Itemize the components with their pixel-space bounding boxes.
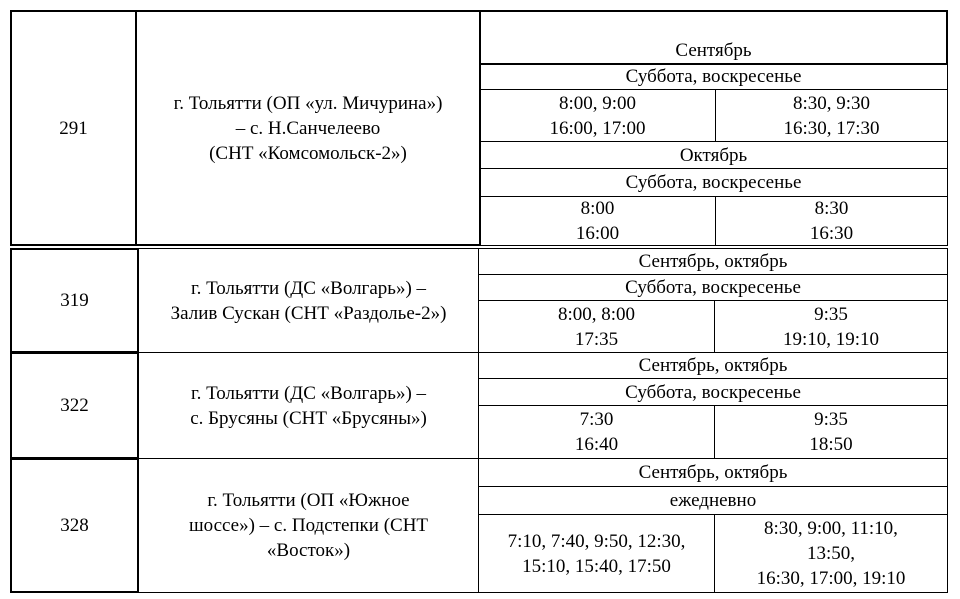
route-name: г. Тольятти (ДС «Волгарь») – Залив Сускан (СНТ «Раздолье-2») (170, 277, 447, 324)
route-number-cell (10, 352, 139, 459)
days-cell (478, 486, 948, 515)
times-cell-a (479, 89, 716, 142)
month-label: Сентябрь, октябрь (638, 251, 788, 272)
times-a: 8:00, 8:00 17:35 (557, 303, 636, 350)
times-cell-a (479, 196, 716, 246)
days-cell (478, 274, 948, 301)
route-name: г. Тольятти (ОП «Южное шоссе») – с. Подстепки (СНТ «Восток») (188, 490, 429, 561)
times-cell-a (478, 405, 715, 459)
times-a: 7:10, 7:40, 9:50, 12:30, 15:10, 15:40, 17:50 (507, 530, 686, 577)
route-number: 291 (59, 117, 88, 139)
route-name-cell (138, 458, 479, 593)
times-a: 8:00, 9:00 16:00, 17:00 (549, 92, 646, 139)
times-cell-b (714, 300, 948, 353)
times-cell-a (478, 514, 715, 593)
route-number-cell (10, 248, 139, 353)
times-a: 7:30 16:40 (574, 409, 619, 455)
times-b: 8:30, 9:30 16:30, 17:30 (783, 92, 880, 139)
days-label: Суббота, воскресенье (625, 381, 801, 403)
days-label: Суббота, воскресенье (625, 172, 802, 193)
month-cell (478, 248, 948, 275)
route-name-cell (135, 10, 481, 246)
month-label: Сентябрь, октябрь (638, 355, 788, 376)
route-number: 319 (60, 290, 89, 311)
times-cell-b (715, 196, 948, 246)
times-cell-b (715, 89, 948, 142)
days-label: Суббота, воскресенье (625, 277, 801, 298)
times-b: 8:30, 9:00, 11:10, 13:50, 16:30, 17:00, 19:10 (756, 518, 906, 589)
route-name: г. Тольятти (ДС «Волгарь») – с. Брусяны (СНТ «Брусяны») (190, 382, 427, 429)
times-cell-b (714, 405, 948, 459)
times-a: 8:00 16:00 (575, 198, 620, 244)
month-label: Октябрь (679, 144, 748, 166)
route-name: г. Тольятти (ОП «ул. Мичурина») – с. Н.Санчелеево (СНТ «Комсомольск-2») (173, 92, 443, 164)
times-b: 8:30 16:30 (809, 198, 854, 244)
month-cell (478, 352, 948, 379)
month-cell (479, 141, 948, 169)
days-cell (479, 63, 948, 90)
days-cell (479, 168, 948, 197)
route-number-cell (10, 458, 139, 593)
month-label: Сентябрь, октябрь (638, 462, 788, 483)
times-b: 9:35 18:50 (809, 409, 853, 455)
month-label: Сентябрь (675, 40, 752, 61)
days-cell (478, 378, 948, 406)
route-number: 322 (60, 395, 89, 416)
month-cell (478, 458, 948, 487)
times-b: 9:35 19:10, 19:10 (782, 303, 880, 350)
month-cell (479, 10, 948, 65)
route-number-cell (10, 10, 137, 246)
times-cell-b (714, 514, 948, 593)
days-label: ежедневно (669, 490, 757, 511)
route-name-cell (138, 248, 479, 353)
route-name-cell (138, 352, 479, 459)
times-cell-a (478, 300, 715, 353)
days-label: Суббота, воскресенье (625, 66, 802, 87)
route-number: 328 (60, 515, 89, 536)
